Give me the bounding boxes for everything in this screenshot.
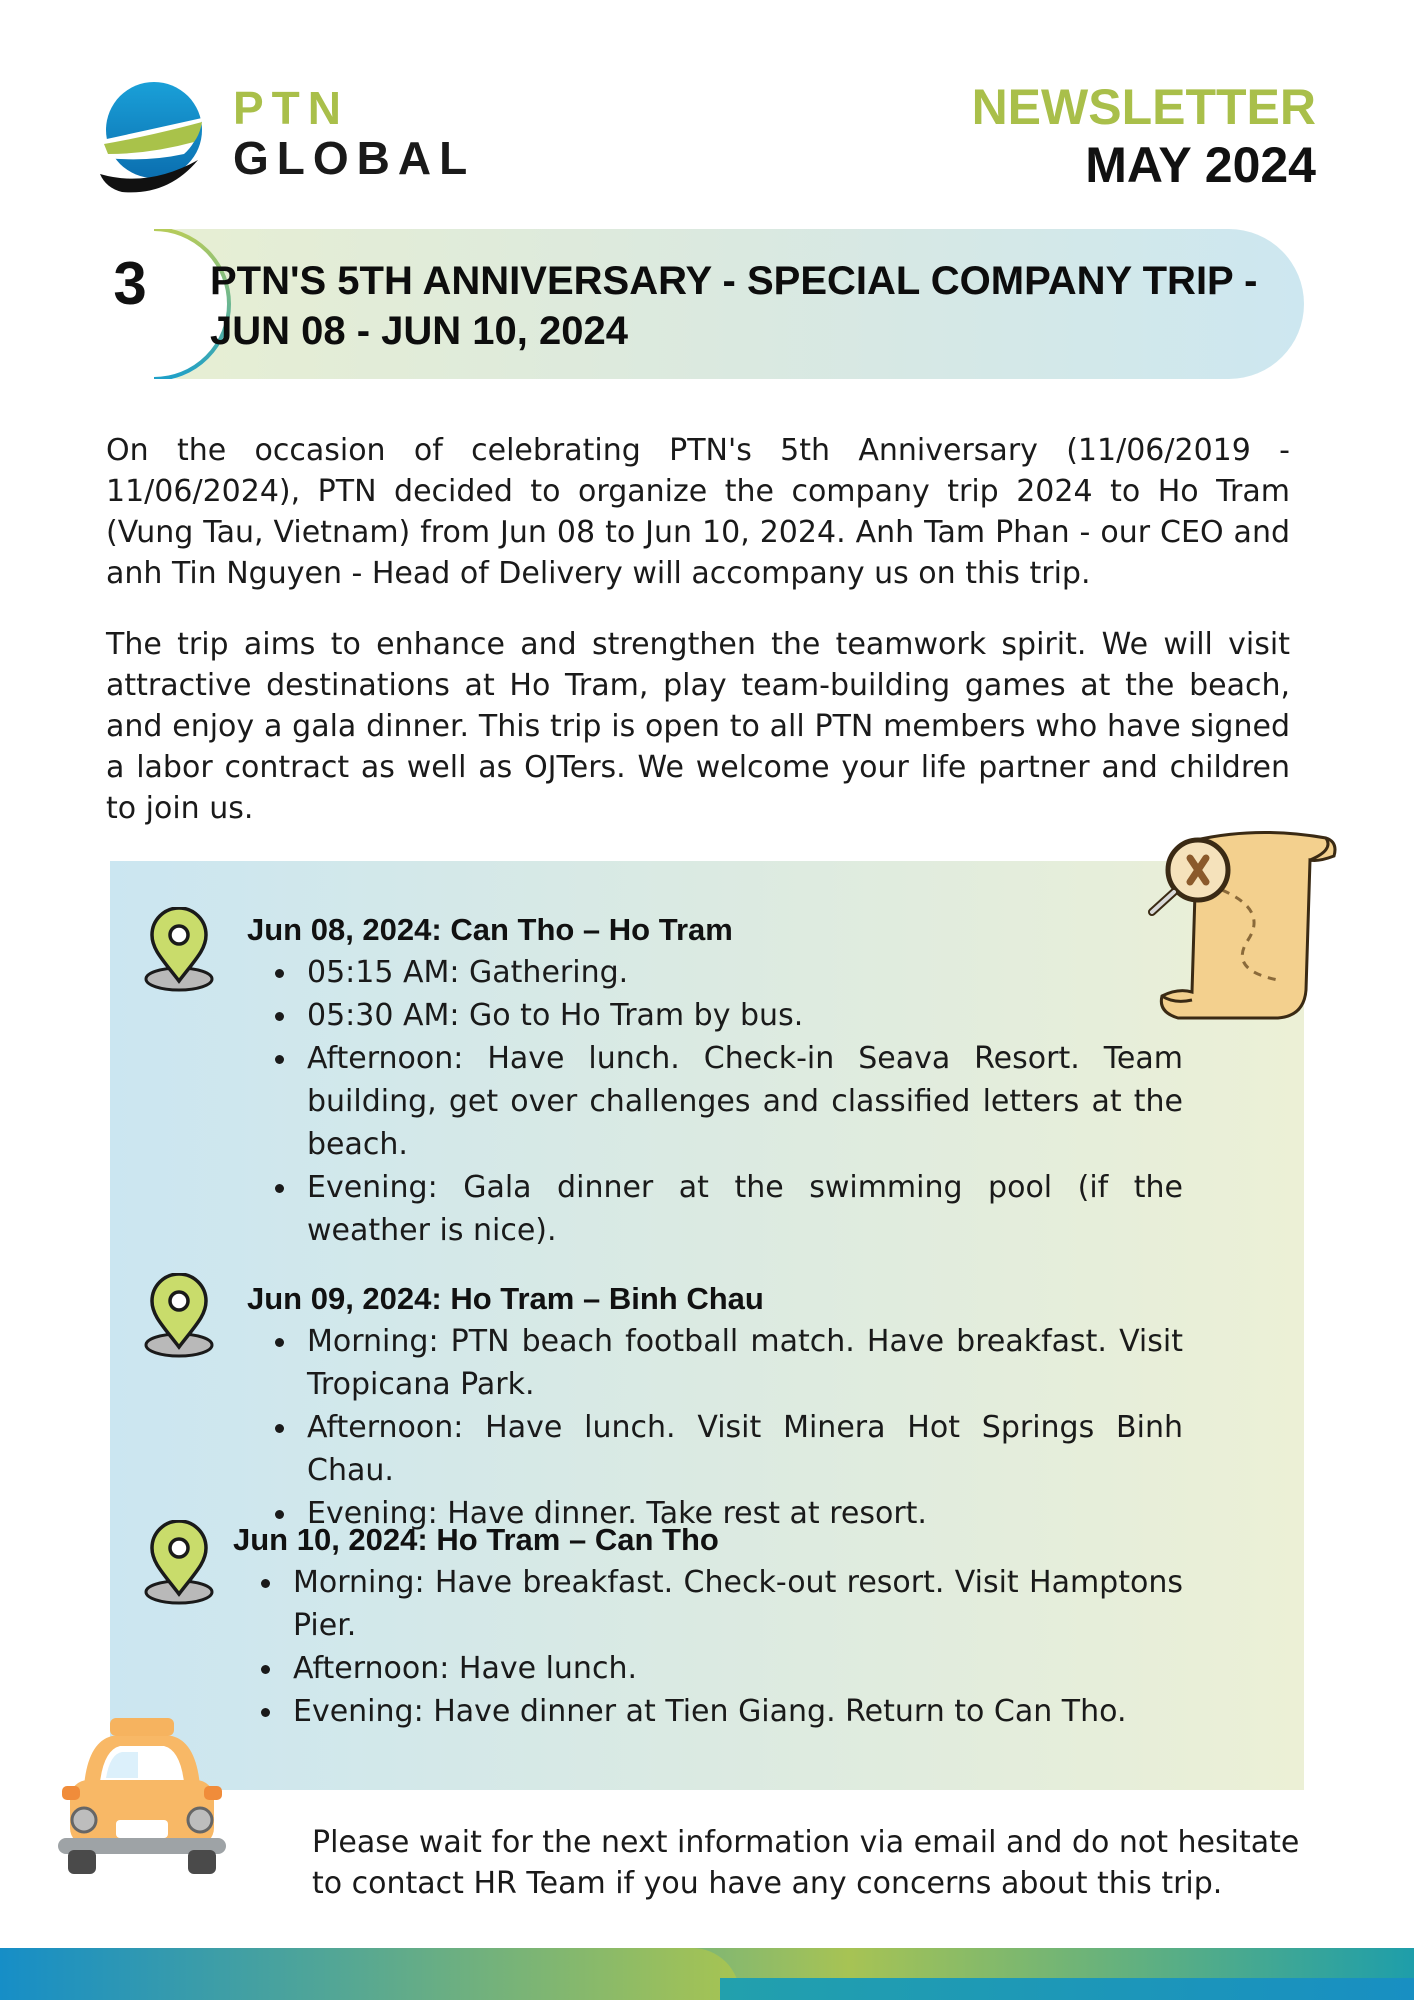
list-item: Evening: Have dinner. Take rest at resort. [307, 1492, 1183, 1535]
intro-paragraph-1: On the occasion of celebrating PTN's 5th Anniversary (11/06/2019 - 11/06/2024), PTN decided to organize the company trip 2024 to Ho Tram (Vung Tau, Vietnam) from Jun 08 to Jun 10, 2024. Anh Tam Phan - our CEO and anh Tin Nguyen - Head of Delivery will accompany us on this trip. [106, 433, 1290, 591]
list-item: Evening: Have dinner at Tien Giang. Return to Can Tho. [293, 1690, 1183, 1733]
day-title: Jun 10, 2024: Ho Tram – Can Tho [233, 1522, 719, 1557]
footer-strip [720, 1978, 1414, 2000]
company-logo-text [233, 84, 475, 184]
logo-ptn: PTN [233, 82, 349, 134]
day-activities [247, 1320, 1183, 1535]
location-pin-icon [142, 907, 216, 993]
list-item: Afternoon: Have lunch. Visit Minera Hot Springs Binh Chau. [307, 1406, 1183, 1492]
list-item: Morning: Have breakfast. Check-out resort. Visit Hamptons Pier. [293, 1561, 1183, 1647]
logo-global: GLOBAL [233, 132, 476, 184]
intro-paragraph-2: The trip aims to enhance and strengthen the teamwork spirit. We will visit attractive destinations at Ho Tram, play team-building games at the beach, and enjoy a gala dinner. This trip is open to all PTN members who have signed a labor contract as well as OJTers. We welcome your life partner and children to join us. [106, 627, 1290, 826]
itinerary-day-1 [247, 908, 1183, 1252]
itinerary-day-2 [247, 1277, 1183, 1535]
globe-logo-icon [98, 78, 204, 196]
location-pin-icon [142, 1273, 216, 1359]
footer-tab [0, 1948, 740, 2000]
section-title: PTN'S 5TH ANNIVERSARY - SPECIAL COMPANY TRIP - JUN 08 - JUN 10, 2024 [210, 259, 1258, 353]
location-pin-icon [142, 1520, 216, 1606]
day-activities [233, 1561, 1183, 1733]
newsletter-heading [972, 78, 1316, 194]
list-item: 05:15 AM: Gathering. [307, 951, 1183, 994]
list-item: Morning: PTN beach football match. Have breakfast. Visit Tropicana Park. [307, 1320, 1183, 1406]
list-item: Afternoon: Have lunch. Check-in Seava Resort. Team building, get over challenges and classified letters at the beach. [307, 1037, 1183, 1166]
list-item: Evening: Gala dinner at the swimming pool (if the weather is nice). [307, 1166, 1183, 1252]
list-item: Afternoon: Have lunch. [293, 1647, 1183, 1690]
newsletter-label: NEWSLETTER [971, 79, 1316, 135]
day-title: Jun 09, 2024: Ho Tram – Binh Chau [247, 1281, 764, 1316]
closing-note: Please wait for the next information via email and do not hesitate to contact HR Team if you have any concerns about this trip. [312, 1825, 1300, 1901]
newsletter-date: MAY 2024 [1085, 137, 1316, 193]
taxi-icon [54, 1716, 230, 1880]
list-item: 05:30 AM: Go to Ho Tram by bus. [307, 994, 1183, 1037]
section-number: 3 [113, 250, 147, 317]
day-activities [247, 951, 1183, 1252]
day-title: Jun 08, 2024: Can Tho – Ho Tram [247, 912, 733, 947]
itinerary-day-3 [233, 1518, 1183, 1733]
